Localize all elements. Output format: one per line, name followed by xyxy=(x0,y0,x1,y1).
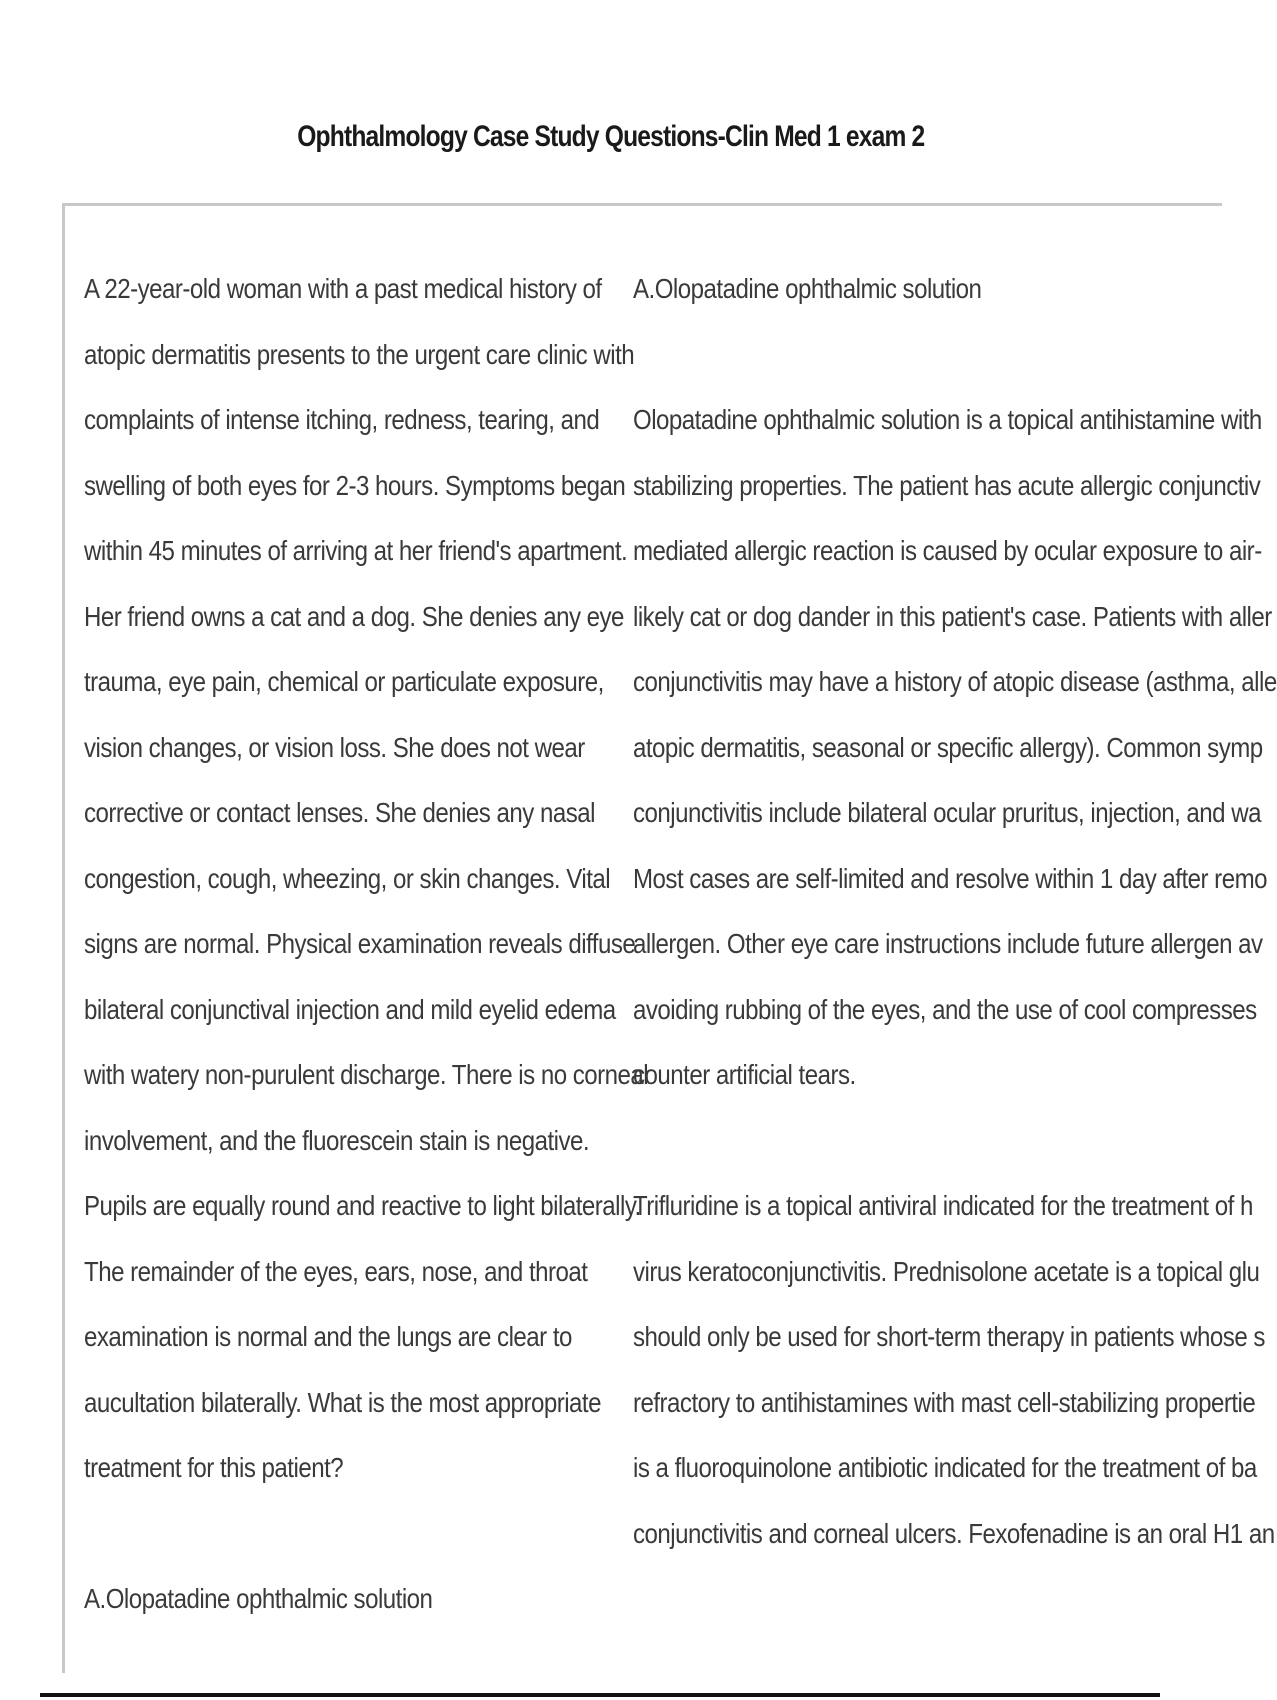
explanation-line: Most cases are self-limited and resolve within 1 day after remo xyxy=(633,862,1267,894)
explanation-line: counter artificial tears. xyxy=(633,1059,856,1090)
explanation-line: should only be used for short-term therapy in patients whose s xyxy=(633,1321,1265,1352)
question-line: involvement, and the fluorescein stain is negative. xyxy=(84,1124,590,1156)
question-line: treatment for this patient? xyxy=(84,1452,344,1483)
question-line: atopic dermatitis presents to the urgent care clinic with xyxy=(84,338,635,370)
explanation-line: conjunctivitis and corneal ulcers. Fexofenadine is an oral H1 an xyxy=(633,1517,1275,1549)
paragraph-gap xyxy=(633,1108,1213,1174)
explanation-column xyxy=(633,256,1277,1586)
question-answer: A.Olopatadine ophthalmic solution xyxy=(84,1583,433,1614)
explanation-line: mediated allergic reaction is caused by ocular exposure to air- xyxy=(633,535,1262,566)
question-line: Pupils are equally round and reactive to light bilaterally. xyxy=(84,1190,641,1221)
question-line: bilateral conjunctival injection and mild eyelid edema xyxy=(84,993,616,1025)
explanation-line: conjunctivitis may have a history of atopic disease (asthma, alle xyxy=(633,666,1277,697)
question-line: Her friend owns a cat and a dog. She denies any eye xyxy=(84,600,624,632)
question-line: congestion, cough, wheezing, or skin changes. Vital xyxy=(84,862,611,894)
document-title: Ophthalmology Case Study Questions-Clin Med 1 exam 2 xyxy=(297,120,925,153)
question-line: The remainder of the eyes, ears, nose, and throat xyxy=(84,1255,588,1287)
explanation-line: avoiding rubbing of the eyes, and the use of cool compresses xyxy=(633,993,1257,1025)
question-line: swelling of both eyes for 2-3 hours. Symptoms began xyxy=(84,469,626,501)
paragraph-gap xyxy=(84,1501,604,1567)
paragraph-gap xyxy=(633,322,1213,388)
question-line: corrective or contact lenses. She denies any nasal xyxy=(84,797,595,828)
explanation-line: refractory to antihistamines with mast cell-stabilizing propertie xyxy=(633,1386,1256,1418)
question-line: complaints of intense itching, redness, tearing, and xyxy=(84,404,600,435)
question-line: vision changes, or vision loss. She does not wear xyxy=(84,731,585,763)
explanation-line: stabilizing properties. The patient has acute allergic conjunctiv xyxy=(633,469,1261,501)
explanation-line: allergen. Other eye care instructions include future allergen av xyxy=(633,928,1263,959)
question-line: aucultation bilaterally. What is the most appropriate xyxy=(84,1386,601,1418)
explanation-line: conjunctivitis include bilateral ocular pruritus, injection, and wa xyxy=(633,797,1261,828)
question-line: with watery non-purulent discharge. There is no corneal xyxy=(84,1059,649,1090)
question-line: within 45 minutes of arriving at her friend's apartment. xyxy=(84,535,628,566)
explanation-line: atopic dermatitis, seasonal or specific allergy). Common symp xyxy=(633,731,1263,763)
bottom-divider xyxy=(40,1693,1160,1697)
explanation-line: Trifluridine is a topical antiviral indicated for the treatment of h xyxy=(633,1190,1253,1221)
explanation-line: is a fluoroquinolone antibiotic indicated for the treatment of ba xyxy=(633,1452,1257,1483)
question-column xyxy=(84,256,649,1632)
question-line: trauma, eye pain, chemical or particulate exposure, xyxy=(84,666,604,697)
question-line: A 22-year-old woman with a past medical history of xyxy=(84,273,602,304)
explanation-line: likely cat or dog dander in this patient's case. Patients with aller xyxy=(633,600,1272,632)
question-line: signs are normal. Physical examination reveals diffuse xyxy=(84,928,636,959)
explanation-answer: A.Olopatadine ophthalmic solution xyxy=(633,273,982,304)
question-line: examination is normal and the lungs are clear to xyxy=(84,1321,572,1352)
explanation-line: Olopatadine ophthalmic solution is a topical antihistamine with xyxy=(633,404,1262,435)
explanation-line: virus keratoconjunctivitis. Prednisolone acetate is a topical glu xyxy=(633,1255,1260,1287)
